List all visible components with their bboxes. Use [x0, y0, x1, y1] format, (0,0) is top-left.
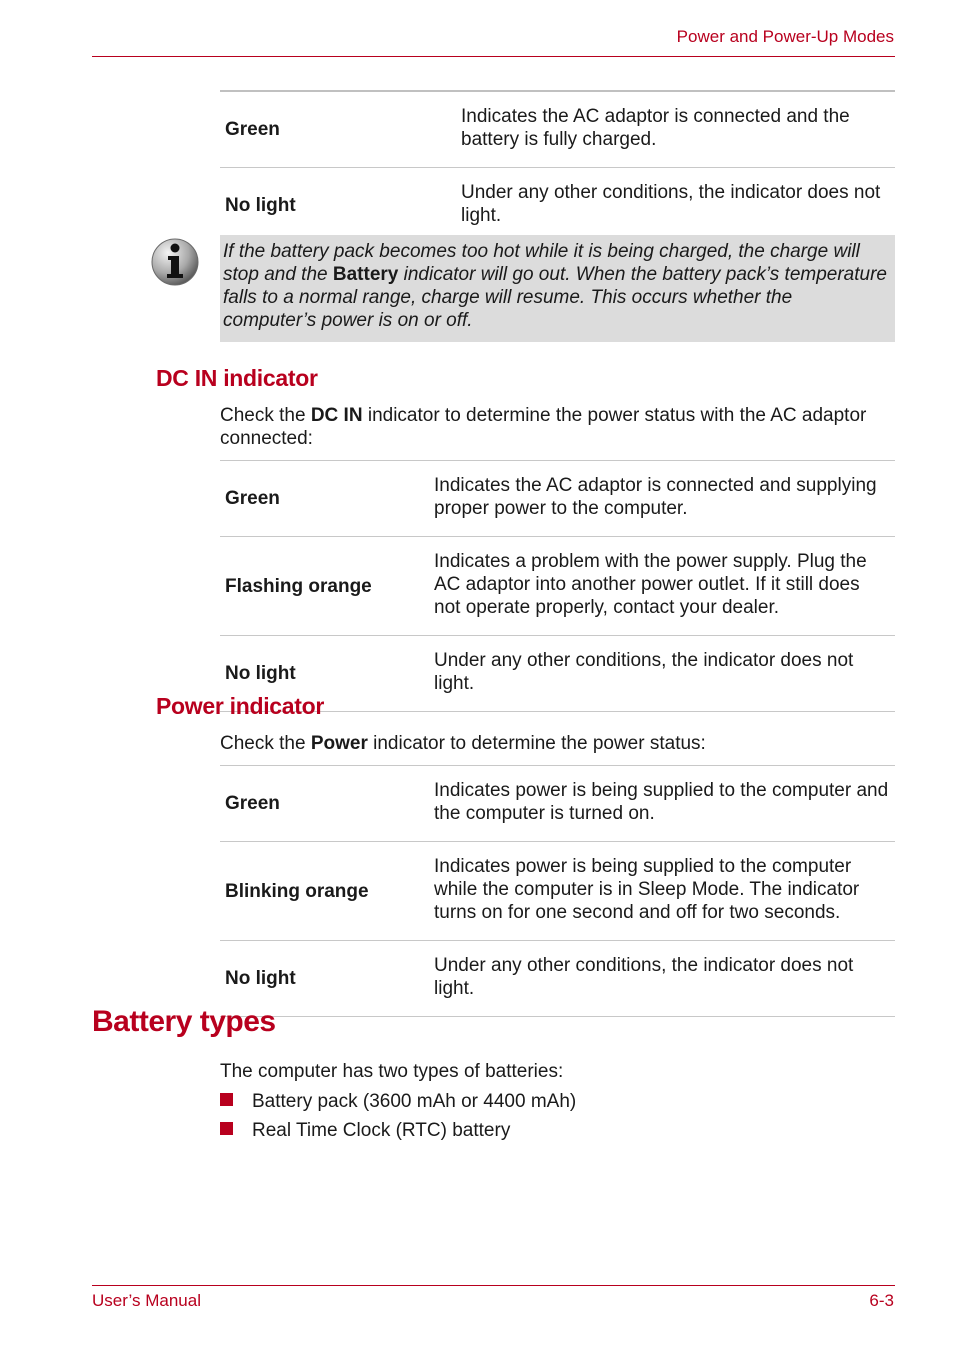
- table-row: [220, 842, 895, 941]
- list-item: [220, 1090, 576, 1113]
- indicator-state: Blinking orange: [220, 842, 434, 941]
- indicator-state: No light: [220, 636, 434, 712]
- dcin-intro: [220, 404, 890, 450]
- page-number: 6-3: [869, 1291, 894, 1310]
- power-indicator-table: [220, 765, 895, 1017]
- table-row: [220, 168, 895, 244]
- table-row: [220, 91, 895, 168]
- list-item: [220, 1119, 510, 1142]
- intro-text: indicator to determine the power status with the AC adaptor connected:: [220, 405, 867, 449]
- indicator-description: Indicates a problem with the power supply. Plug the AC adaptor into another power outlet. If it still does not operate properly, contact your dealer.: [434, 537, 895, 636]
- indicator-description: Under any other conditions, the indicator does not light.: [461, 168, 895, 244]
- intro-text: Check the: [220, 405, 311, 426]
- indicator-state: Flashing orange: [220, 537, 434, 636]
- battery-indicator-table: [220, 90, 895, 244]
- bullet-square-icon: [220, 1093, 233, 1106]
- info-icon: [150, 236, 200, 286]
- table-row: [220, 461, 895, 537]
- indicator-description: Indicates the AC adaptor is connected and the battery is fully charged.: [461, 91, 895, 168]
- note-bold-text: Battery: [332, 264, 399, 285]
- dcin-indicator-table: [220, 460, 895, 712]
- note-text: indicator will go out. When the battery pack’s temperature falls to a normal range, charge will resume. This occurs whether the computer’s power is on or off.: [223, 264, 887, 331]
- battery-types-heading: Battery types: [92, 1005, 276, 1038]
- table-row: [220, 941, 895, 1017]
- list-item-text: Real Time Clock (RTC) battery: [252, 1120, 511, 1141]
- power-intro: [220, 732, 890, 755]
- intro-text: indicator to determine the power status:: [367, 733, 706, 754]
- indicator-description: Indicates power is being supplied to the computer and the computer is turned on.: [434, 766, 895, 842]
- indicator-state: No light: [220, 168, 461, 244]
- dcin-heading: DC IN indicator: [156, 365, 318, 391]
- intro-bold-text: Power: [310, 733, 368, 754]
- note-text: If the battery pack becomes too hot while it is being charged, the charge will stop and the: [223, 241, 860, 285]
- footer-rule: [92, 1285, 895, 1286]
- footer-manual-title: User’s Manual: [92, 1291, 201, 1310]
- battery-types-intro: The computer has two types of batteries:: [220, 1061, 564, 1082]
- header-rule: [92, 56, 895, 57]
- table-row: [220, 537, 895, 636]
- bullet-square-icon: [220, 1122, 233, 1135]
- indicator-description: Indicates power is being supplied to the computer while the computer is in Sleep Mode. The indicator turns on for one second and off for two seconds.: [434, 842, 895, 941]
- indicator-description: Indicates the AC adaptor is connected and supplying proper power to the computer.: [434, 461, 895, 537]
- indicator-state: Green: [220, 91, 461, 168]
- running-header: Power and Power-Up Modes: [676, 27, 894, 46]
- battery-note: [220, 235, 895, 342]
- intro-bold-text: DC IN: [310, 405, 363, 426]
- intro-text: Check the: [220, 733, 311, 754]
- power-heading: Power indicator: [156, 693, 325, 719]
- indicator-state: No light: [220, 941, 434, 1017]
- list-item-text: Battery pack (3600 mAh or 4400 mAh): [252, 1091, 577, 1112]
- indicator-state: Green: [220, 766, 434, 842]
- indicator-description: Under any other conditions, the indicator does not light.: [434, 941, 895, 1017]
- indicator-state: Green: [220, 461, 434, 537]
- indicator-description: Under any other conditions, the indicator does not light.: [434, 636, 895, 712]
- table-row: [220, 766, 895, 842]
